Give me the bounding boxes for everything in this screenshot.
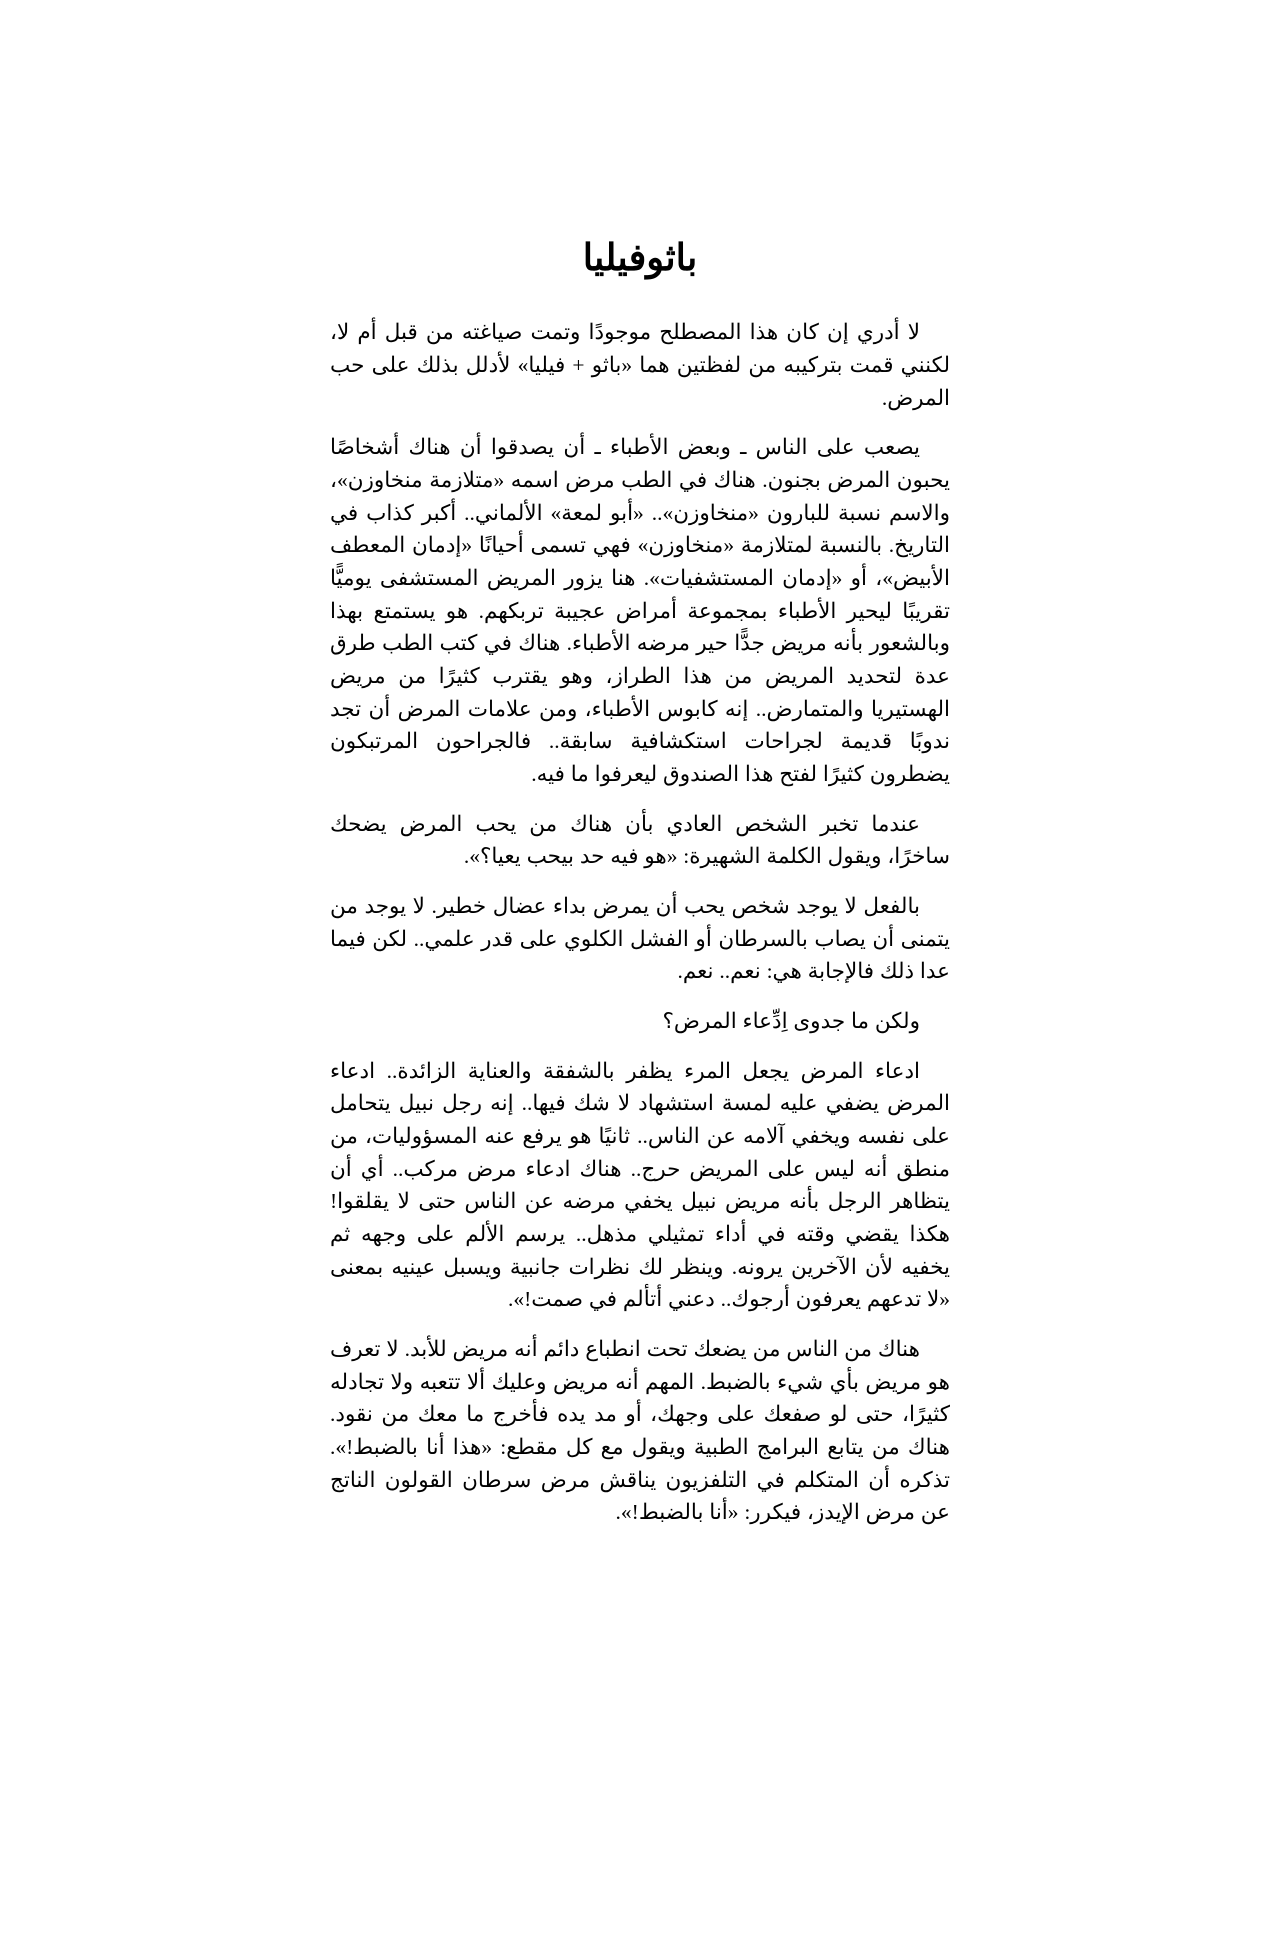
paragraph-1: لا أدري إن كان هذا المصطلح موجودًا وتمت صياغته من قبل أم لا، لكنني قمت بتركيبه من لفظتين هما «باثو + فيليا» لأدلل بذلك على حب المرض. [330, 320, 950, 410]
paragraph-4: بالفعل لا يوجد شخص يحب أن يمرض بداء عضال خطير. لا يوجد من يتمنى أن يصاب بالسرطان أو الفشل الكلوي على قدر علمي.. لكن فيما عدا ذلك فالإجابة هي: نعم.. نعم. [330, 894, 950, 984]
paragraph-3: عندما تخبر الشخص العادي بأن هناك من يحب المرض يضحك ساخرًا، ويقول الكلمة الشهيرة: «هو فيه حد بيحب يعيا؟». [330, 811, 950, 869]
paragraph-2: يصعب على الناس ـ وبعض الأطباء ـ أن يصدقوا أن هناك أشخاصًا يحبون المرض بجنون. هناك في الطب مرض اسمه «متلازمة منخاوزن»، والاسم نسبة للبارون «منخاوزن».. «أبو لمعة» الألماني.. أكبر كذاب في التاريخ. بالنسبة لمتلازمة «منخاوزن» فهي تسمى أحيانًا «إدمان المعطف الأبيض»، أو «إدمان المستشفيات». هنا يزور المريض المستشفى يوميًّا تقريبًا ليحير الأطباء بمجموعة أمراض عجيبة تربكهم. هو يستمتع بهذا وبالشعور بأنه مريض جدًّا حير مرضه الأطباء. هناك في كتب الطب طرق عدة لتحديد المريض من هذا الطراز، وهو يقترب كثيرًا من مريض الهستيريا والمتمارض.. إنه كابوس الأطباء، ومن علامات المرض أن تجد ندوبًا قديمة لجراحات استكشافية سابقة.. فالجراحون المرتبكون يضطرون كثيرًا لفتح هذا الصندوق ليعرفوا ما فيه. [330, 435, 950, 786]
paragraph-5: ولكن ما جدوى اِدِّعاء المرض؟ [662, 1009, 920, 1034]
page-title: باثوفيليا [582, 238, 698, 279]
paragraph-7: هناك من الناس من يضعك تحت انطباع دائم أنه مريض للأبد. لا تعرف هو مريض بأي شيء بالضبط. المهم أنه مريض وعليك ألا تتعبه ولا تجادله كثيرًا، حتى لو صفعك على وجهك، أو مد يده فأخرج ما معك من نقود. هناك من يتابع البرامج الطبية ويقول مع كل مقطع: «هذا أنا بالضبط!». تذكره أن المتكلم في التلفزيون يناقش مرض سرطان القولون الناتج عن مرض الإيدز، فيكرر: «أنا بالضبط!». [330, 1337, 950, 1525]
paragraph-6: ادعاء المرض يجعل المرء يظفر بالشفقة والعناية الزائدة.. ادعاء المرض يضفي عليه لمسة استشهاد لا شك فيها.. إنه رجل نبيل يتحامل على نفسه ويخفي آلامه عن الناس.. ثانيًا هو يرفع عنه المسؤوليات، من منطق أنه ليس على المريض حرج.. هناك ادعاء مرض مركب.. أي أن يتظاهر الرجل بأنه مريض نبيل يخفي مرضه عن الناس حتى لا يقلقوا! هكذا يقضي وقته في أداء تمثيلي مذهل.. يرسم الألم على وجهه ثم يخفيه لأن الآخرين يرونه. وينظر لك نظرات جانبية ويسبل عينيه بمعنى «لا تدعهم يعرفون أرجوك.. دعني أتألم في صمت!». [330, 1058, 950, 1312]
page-content [330, 236, 950, 1529]
